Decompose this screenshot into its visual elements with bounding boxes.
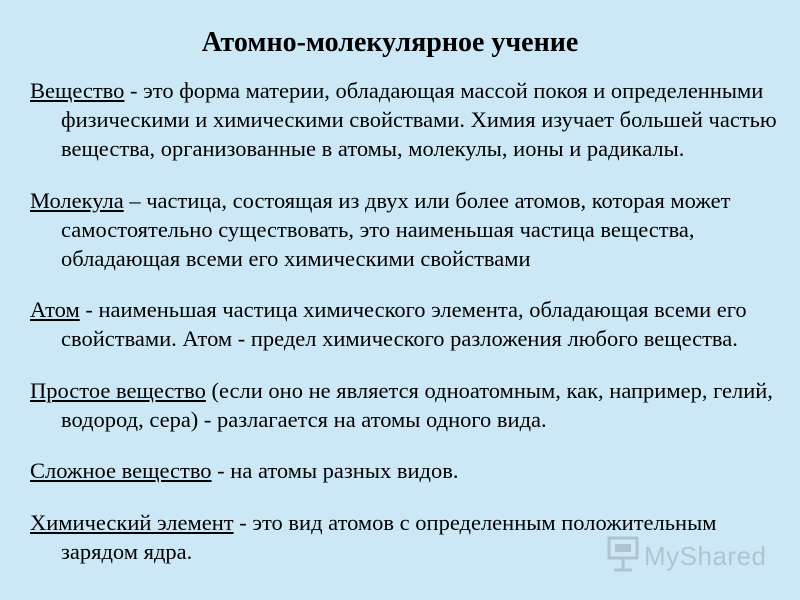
presentation-board-icon (606, 535, 640, 578)
definition-text: - наименьшая частица химического элемента, обладающая всеми его свойствами. Атом - предел химического разложения любого вещества. (61, 297, 747, 351)
definitions-list (30, 76, 790, 572)
watermark-text: MyShared (644, 540, 767, 571)
definition-item (30, 376, 790, 434)
definition-text: - это вид атомов с определенным положительным зарядом ядра. (61, 509, 717, 564)
watermark (606, 536, 767, 576)
slide-title: Атомно-молекулярное учение (201, 27, 579, 58)
definition-term: Простое вещество (30, 377, 206, 403)
definition-item (30, 456, 790, 485)
definition-term: Молекула (30, 187, 124, 213)
definition-term: Вещество (30, 78, 125, 103)
definition-item (30, 76, 790, 163)
definition-item (30, 186, 790, 273)
definition-item (30, 295, 790, 353)
definition-text: (если оно не является одноатомным, как, например, гелий, водород, сера) - разлагается на атомы одного вида. (61, 377, 773, 432)
definition-text: - это форма материи, обладающая массой покоя и определенными физическими и химическими свойствами. Химия изучает большей частью вещества, организованные в атомы, молекулы, ионы и радикалы. (61, 78, 777, 161)
definition-text: - на атомы разных видов. (211, 458, 459, 483)
definition-text: – частица, состоящая из двух или более атомов, которая может самостоятельно существовать, это наименьшая частица вещества, обладающая всеми его химическими свойствами (61, 187, 731, 271)
definition-term: Атом (30, 297, 80, 322)
definition-term: Химический элемент (30, 509, 234, 535)
definition-term: Сложное вещество (30, 458, 212, 483)
